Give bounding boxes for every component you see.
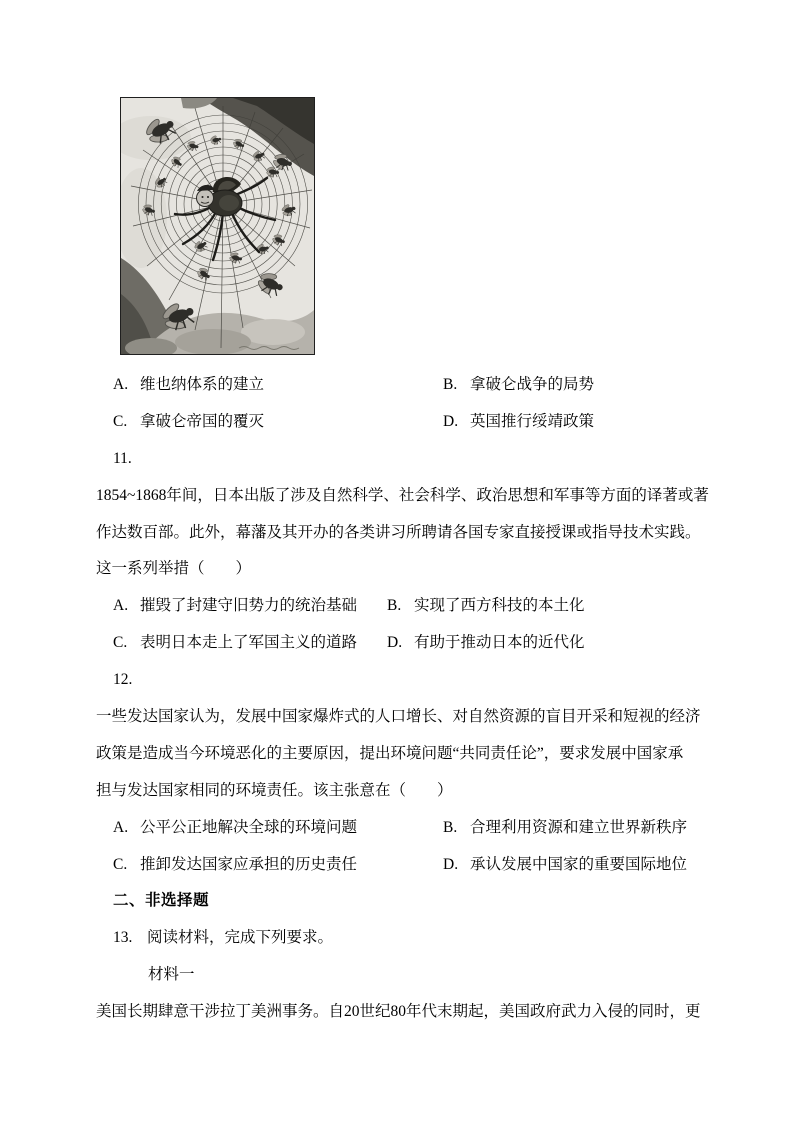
question-11-options-row-1 [96,588,702,625]
option-label: D. [387,634,403,652]
option-q10-b [443,367,594,404]
question-12-stem-line-1: 一些发达国家认为，发展中国家爆炸式的人口增长、对自然资源的盲目开采和短视的经济 [96,708,701,726]
option-q10-c [96,413,264,430]
option-q10-d [443,404,594,441]
question-11-stem-line-1: 1854~1868年间，日本出版了涉及自然科学、社会科学、政治思想和军事等方面的译著或著 [96,486,709,504]
question-10-options-row-2 [96,404,702,441]
option-label: A. [113,818,129,836]
question-12-stem-line-2: 政策是造成当今环境恶化的主要原因，提出环境问题“共同责任论”，要求发展中国家承 [96,744,684,762]
option-text: 公平公正地解决全球的环境问题 [140,818,358,836]
option-text: 推卸发达国家应承担的历史责任 [140,855,358,873]
option-label: B. [387,597,402,615]
question-12-options-row-2 [96,847,702,884]
option-q11-a [96,597,357,614]
option-label: C. [113,855,128,873]
option-q12-a [96,819,357,836]
option-text: 实现了西方科技的本土化 [414,597,585,615]
option-q11-c [96,634,357,651]
option-q12-b [443,810,687,847]
option-text: 英国推行绥靖政策 [470,412,595,430]
option-label: A. [113,376,129,393]
question-12-options-row-1 [96,810,702,847]
option-label: C. [113,412,128,430]
option-text: 拿破仑帝国的覆灭 [140,412,265,430]
political-cartoon-figure [120,97,315,355]
option-q11-d [387,625,585,662]
question-13-number: 13. [113,929,133,947]
option-text: 摧毁了封建守旧势力的统治基础 [140,597,358,615]
material-one-line-1: 美国长期肆意干涉拉丁美洲事务。自20世纪80年代末期起，美国政府武力入侵的同时，更 [96,1003,701,1021]
question-13-lead-wrap [96,929,333,946]
option-q10-a [96,376,264,393]
question-11-stem-line-2: 作达数百部。此外，幕藩及其开办的各类讲习所聘请各国专家直接授课或指导技术实践。 [96,523,701,541]
option-q12-c [96,856,357,873]
option-label: D. [443,412,459,430]
exam-text-column [96,367,709,1031]
option-text: 有助于推动日本的近代化 [414,634,585,652]
question-11-stem-line-3: 这一系列举措（ ） [96,560,252,578]
question-12-number: 12. [113,671,133,689]
option-q11-b [387,588,585,625]
option-label: B. [443,376,458,393]
option-text: 合理利用资源和建立世界新秩序 [470,818,688,836]
question-13-lead-text: 阅读材料，完成下列要求。 [147,929,334,947]
option-text: 承认发展中国家的重要国际地位 [470,855,688,873]
section-2-header: 二、非选择题 [113,892,210,910]
option-text: 拿破仑战争的局势 [470,376,595,393]
option-text: 维也纳体系的建立 [140,376,265,393]
option-label: A. [113,597,129,615]
option-label: B. [443,818,458,836]
question-11-number: 11. [113,449,132,467]
question-10-options-row-1 [96,367,702,404]
option-q12-d [443,847,687,884]
question-12-stem-line-3: 担与发达国家相同的环境责任。该主张意在（ ） [96,781,453,799]
option-text: 表明日本走上了军国主义的道路 [140,634,358,652]
question-13-lead [96,920,702,957]
question-11-options-row-2 [96,625,702,662]
option-label: D. [443,855,459,873]
option-label: C. [113,634,128,652]
material-one-label: 材料一 [148,966,195,984]
spider-web-cartoon-icon [121,98,314,354]
